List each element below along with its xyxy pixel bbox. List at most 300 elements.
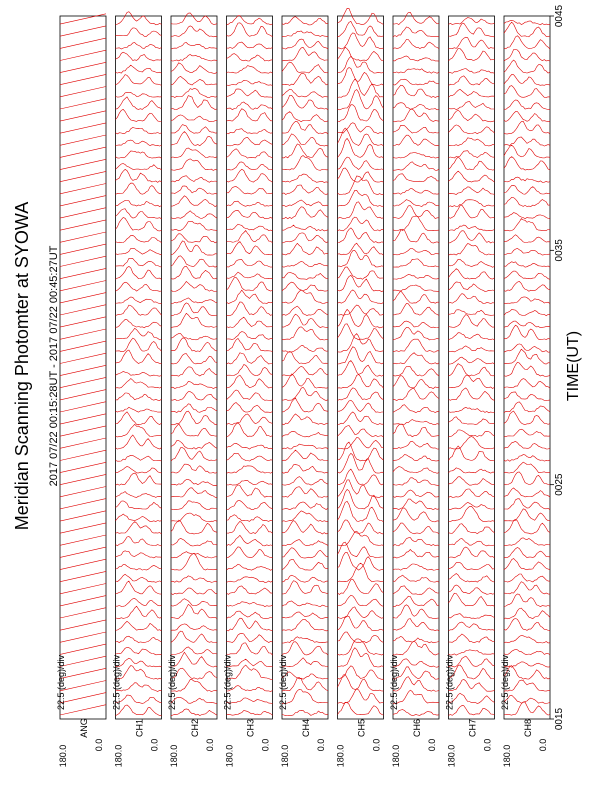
trace-line bbox=[393, 667, 439, 680]
panel-name-label: CH5 bbox=[356, 718, 367, 738]
trace-line bbox=[282, 450, 328, 461]
trace-line bbox=[338, 469, 384, 485]
trace-line bbox=[116, 259, 162, 268]
trace-line bbox=[227, 332, 273, 340]
trace-line bbox=[60, 426, 106, 436]
trace-line bbox=[116, 209, 162, 219]
panel-traces bbox=[171, 13, 217, 716]
trace-line bbox=[116, 151, 162, 158]
trace-line bbox=[227, 698, 273, 704]
trace-line bbox=[282, 521, 328, 535]
panel-ch5 bbox=[336, 8, 384, 767]
trace-line bbox=[393, 575, 439, 582]
trace-line bbox=[116, 621, 162, 631]
panel-max-label: 180.0 bbox=[58, 744, 68, 768]
trace-line bbox=[171, 256, 217, 267]
trace-line bbox=[282, 642, 328, 655]
time-tick-label: 0015 bbox=[554, 707, 565, 731]
trace-line bbox=[393, 376, 439, 389]
trace-line bbox=[227, 453, 273, 461]
trace-line bbox=[449, 656, 495, 667]
trace-line bbox=[282, 207, 328, 219]
trace-line bbox=[227, 109, 273, 121]
trace-line bbox=[504, 702, 550, 715]
trace-line bbox=[449, 437, 495, 450]
trace-line bbox=[171, 697, 217, 703]
trace-line bbox=[171, 221, 217, 231]
trace-line bbox=[227, 302, 273, 316]
trace-line bbox=[504, 548, 550, 558]
trace-line bbox=[393, 135, 439, 145]
time-range: 2017 07/22 00:15:28UT - 2017 07/22 00:45:27UT bbox=[48, 245, 60, 487]
trace-line bbox=[504, 344, 550, 352]
trace-line bbox=[116, 338, 162, 352]
panel-scale-label: 22.5 (deg)/div bbox=[444, 654, 455, 710]
trace-line bbox=[449, 388, 495, 400]
trace-line bbox=[60, 50, 106, 60]
trace-line bbox=[282, 31, 328, 37]
trace-line bbox=[338, 105, 384, 122]
trace-line bbox=[393, 39, 439, 48]
trace-line bbox=[449, 138, 495, 146]
trace-line bbox=[116, 424, 162, 437]
trace-line bbox=[227, 187, 273, 195]
panel-max-label: 180.0 bbox=[391, 744, 401, 768]
panel-min-label: 0.0 bbox=[538, 738, 548, 752]
trace-line bbox=[393, 523, 439, 534]
trace-line bbox=[60, 220, 106, 230]
trace-line bbox=[116, 140, 162, 146]
trace-line bbox=[504, 262, 550, 268]
trace-line bbox=[227, 515, 273, 522]
trace-line bbox=[504, 281, 550, 291]
trace-line bbox=[393, 389, 439, 401]
trace-line bbox=[171, 125, 217, 134]
trace-line bbox=[116, 235, 162, 242]
trace-line bbox=[504, 197, 550, 206]
panel-max-label: 180.0 bbox=[113, 744, 124, 768]
chart-title: Meridian Scanning Photomter at SYOWA bbox=[12, 201, 32, 531]
trace-line bbox=[449, 48, 495, 60]
trace-line bbox=[282, 658, 328, 667]
trace-line bbox=[171, 631, 217, 643]
trace-line bbox=[504, 145, 550, 158]
trace-line bbox=[60, 184, 106, 194]
trace-line bbox=[449, 333, 495, 340]
trace-line bbox=[393, 677, 439, 692]
trace-line bbox=[393, 467, 439, 474]
trace-line bbox=[338, 595, 384, 606]
trace-line bbox=[116, 305, 162, 315]
trace-line bbox=[116, 372, 162, 377]
panel-min-label: 0.0 bbox=[427, 738, 437, 752]
trace-line bbox=[504, 559, 550, 570]
trace-line bbox=[338, 501, 384, 522]
trace-line bbox=[116, 666, 162, 680]
trace-line bbox=[449, 157, 495, 170]
trace-line bbox=[504, 635, 550, 643]
trace-line bbox=[449, 489, 495, 498]
trace-line bbox=[282, 352, 328, 364]
panel-name-label: CH7 bbox=[467, 718, 478, 738]
trace-line bbox=[449, 68, 495, 73]
trace-line bbox=[338, 388, 384, 401]
trace-line bbox=[60, 329, 106, 339]
trace-line bbox=[171, 76, 217, 85]
trace-line bbox=[504, 582, 550, 595]
trace-line bbox=[338, 531, 384, 546]
trace-line bbox=[227, 149, 273, 158]
trace-line bbox=[338, 412, 384, 425]
trace-line bbox=[171, 588, 217, 595]
panel-ang bbox=[56, 14, 106, 767]
trace-line bbox=[171, 668, 217, 679]
trace-line bbox=[116, 266, 162, 279]
trace-line bbox=[393, 153, 439, 159]
trace-line bbox=[171, 604, 217, 618]
trace-line bbox=[338, 168, 384, 182]
trace-line bbox=[171, 241, 217, 255]
trace-line bbox=[116, 328, 162, 340]
trace-line bbox=[393, 478, 439, 486]
trace-line bbox=[60, 26, 106, 36]
trace-line bbox=[116, 75, 162, 86]
trace-line bbox=[449, 593, 495, 606]
trace-line bbox=[282, 112, 328, 122]
trace-line bbox=[227, 224, 273, 231]
trace-line bbox=[227, 137, 273, 146]
trace-line bbox=[338, 21, 384, 36]
panel-min-label: 0.0 bbox=[371, 738, 382, 752]
trace-line bbox=[338, 68, 384, 86]
trace-line bbox=[60, 208, 106, 218]
trace-line bbox=[116, 65, 162, 73]
trace-line bbox=[449, 315, 495, 328]
trace-line bbox=[338, 347, 384, 364]
panel-max-label: 180.0 bbox=[280, 744, 290, 768]
trace-line bbox=[282, 282, 328, 291]
trace-line bbox=[116, 169, 162, 182]
trace-line bbox=[227, 290, 273, 303]
trace-line bbox=[338, 375, 384, 389]
trace-line bbox=[282, 374, 328, 388]
trace-line bbox=[227, 162, 273, 170]
trace-line bbox=[282, 262, 328, 268]
trace-line bbox=[504, 472, 550, 485]
trace-line bbox=[504, 392, 550, 401]
trace-line bbox=[504, 594, 550, 607]
trace-line bbox=[116, 183, 162, 194]
trace-line bbox=[227, 710, 273, 715]
trace-line bbox=[116, 109, 162, 121]
trace-line bbox=[449, 650, 495, 655]
trace-line bbox=[60, 305, 106, 315]
trace-line bbox=[116, 551, 162, 558]
trace-line bbox=[504, 75, 550, 86]
trace-line bbox=[60, 74, 106, 84]
trace-line bbox=[449, 89, 495, 97]
panel-max-label: 180.0 bbox=[502, 744, 512, 768]
trace-line bbox=[282, 174, 328, 182]
trace-line bbox=[449, 524, 495, 534]
trace-line bbox=[449, 468, 495, 473]
trace-line bbox=[449, 679, 495, 691]
trace-line bbox=[338, 157, 384, 170]
trace-line bbox=[227, 611, 273, 618]
trace-line bbox=[393, 200, 439, 207]
trace-line bbox=[227, 242, 273, 255]
trace-line bbox=[171, 552, 217, 558]
trace-line bbox=[282, 243, 328, 255]
trace-line bbox=[171, 313, 217, 327]
trace-line bbox=[393, 641, 439, 655]
trace-line bbox=[116, 52, 162, 61]
trace-line bbox=[449, 506, 495, 521]
trace-line bbox=[227, 466, 273, 473]
trace-line bbox=[338, 489, 384, 509]
trace-line bbox=[504, 662, 550, 667]
panel-min-label: 0.0 bbox=[94, 738, 104, 752]
panel-scale-label: 22.5 (deg)/div bbox=[111, 654, 122, 710]
trace-line bbox=[227, 231, 273, 243]
panel-scale-label: 22.5 (deg)/div bbox=[222, 654, 233, 710]
panel-frame bbox=[282, 16, 328, 719]
trace-line bbox=[60, 547, 106, 557]
trace-line bbox=[60, 487, 106, 497]
trace-line bbox=[171, 282, 217, 292]
panel-min-label: 0.0 bbox=[482, 738, 493, 752]
trace-line bbox=[60, 353, 106, 363]
trace-line bbox=[116, 412, 162, 425]
trace-line bbox=[60, 632, 106, 642]
trace-line bbox=[60, 232, 106, 242]
trace-line bbox=[116, 297, 162, 304]
trace-line bbox=[504, 157, 550, 170]
trace-line bbox=[116, 43, 162, 49]
trace-line bbox=[171, 441, 217, 450]
trace-line bbox=[504, 22, 550, 37]
trace-line bbox=[171, 392, 217, 401]
trace-line bbox=[116, 435, 162, 449]
trace-line bbox=[60, 559, 106, 569]
trace-line bbox=[504, 219, 550, 231]
trace-line bbox=[449, 563, 495, 570]
trace-line bbox=[60, 462, 106, 472]
trace-line bbox=[171, 298, 217, 304]
trace-line bbox=[171, 354, 217, 364]
trace-line bbox=[504, 509, 550, 521]
trace-line bbox=[282, 689, 328, 703]
trace-line bbox=[60, 438, 106, 448]
trace-line bbox=[116, 97, 162, 110]
trace-line bbox=[393, 405, 439, 413]
trace-line bbox=[171, 63, 217, 74]
panel-ch4 bbox=[278, 16, 328, 767]
trace-line bbox=[393, 248, 439, 254]
trace-line bbox=[282, 619, 328, 631]
trace-line bbox=[338, 290, 384, 304]
trace-line bbox=[449, 407, 495, 413]
trace-line bbox=[171, 448, 217, 461]
trace-line bbox=[282, 581, 328, 594]
trace-line bbox=[116, 647, 162, 654]
trace-line bbox=[504, 235, 550, 243]
trace-line bbox=[60, 511, 106, 521]
trace-line bbox=[282, 387, 328, 400]
trace-line bbox=[393, 259, 439, 267]
trace-line bbox=[60, 341, 106, 351]
trace-line bbox=[60, 159, 106, 169]
trace-line bbox=[60, 705, 106, 715]
trace-line bbox=[504, 379, 550, 389]
panel-name-label: CH8 bbox=[523, 718, 533, 738]
trace-line bbox=[282, 144, 328, 158]
trace-line bbox=[282, 290, 328, 304]
trace-line bbox=[227, 42, 273, 49]
trace-line bbox=[282, 314, 328, 327]
trace-line bbox=[171, 43, 217, 50]
trace-line bbox=[171, 553, 217, 570]
panel-max-label: 180.0 bbox=[446, 744, 457, 768]
trace-line bbox=[338, 675, 384, 692]
trace-line bbox=[282, 62, 328, 73]
panel-ch7 bbox=[445, 16, 495, 767]
trace-line bbox=[171, 196, 217, 207]
trace-line bbox=[449, 706, 495, 716]
chart-labels bbox=[12, 202, 60, 530]
trace-line bbox=[449, 231, 495, 243]
trace-line bbox=[282, 346, 328, 353]
trace-line bbox=[282, 487, 328, 498]
trace-line bbox=[393, 605, 439, 619]
panel-traces bbox=[393, 12, 439, 715]
trace-line bbox=[171, 211, 217, 219]
trace-line bbox=[116, 467, 162, 473]
panel-name-label: CH3 bbox=[245, 718, 256, 738]
trace-line bbox=[338, 616, 384, 631]
trace-line bbox=[116, 683, 162, 692]
trace-line bbox=[504, 60, 550, 73]
panel-ch3 bbox=[223, 16, 273, 768]
trace-line bbox=[504, 519, 550, 534]
trace-line bbox=[116, 455, 162, 461]
trace-line bbox=[60, 596, 106, 606]
trace-line bbox=[171, 26, 217, 37]
trace-line bbox=[338, 217, 384, 231]
panel-traces bbox=[338, 8, 384, 715]
trace-line bbox=[338, 426, 384, 438]
trace-line bbox=[504, 271, 550, 279]
trace-line bbox=[449, 125, 495, 134]
trace-line bbox=[60, 317, 106, 327]
trace-line bbox=[60, 535, 106, 545]
trace-line bbox=[227, 643, 273, 655]
trace-line bbox=[393, 189, 439, 195]
trace-line bbox=[171, 115, 217, 122]
trace-line bbox=[227, 485, 273, 497]
trace-line bbox=[227, 633, 273, 642]
trace-line bbox=[116, 200, 162, 206]
trace-line bbox=[171, 464, 217, 473]
trace-line bbox=[282, 548, 328, 558]
trace-line bbox=[504, 441, 550, 449]
trace-line bbox=[60, 584, 106, 594]
trace-line bbox=[227, 564, 273, 570]
trace-line bbox=[449, 151, 495, 158]
trace-line bbox=[116, 695, 162, 703]
trace-line bbox=[282, 134, 328, 146]
panel-traces bbox=[282, 17, 328, 716]
trace-line bbox=[116, 320, 162, 328]
trace-line bbox=[393, 710, 439, 716]
trace-line bbox=[338, 361, 384, 377]
trace-line bbox=[393, 125, 439, 133]
trace-line bbox=[504, 36, 550, 49]
trace-line bbox=[282, 672, 328, 679]
trace-line bbox=[227, 535, 273, 546]
trace-line bbox=[449, 37, 495, 49]
trace-line bbox=[393, 619, 439, 631]
trace-line bbox=[504, 20, 550, 25]
panel-min-label: 0.0 bbox=[260, 738, 271, 752]
trace-line bbox=[116, 501, 162, 509]
trace-line bbox=[116, 92, 162, 97]
trace-line bbox=[449, 346, 495, 352]
trace-line bbox=[449, 76, 495, 86]
panel-scale-label: 22.5 (deg)/div bbox=[278, 654, 288, 710]
panel-traces bbox=[60, 14, 106, 715]
trace-line bbox=[171, 13, 217, 24]
trace-line bbox=[449, 310, 495, 316]
trace-line bbox=[282, 637, 328, 643]
trace-line bbox=[60, 62, 106, 72]
trace-line bbox=[449, 622, 495, 631]
trace-line bbox=[171, 538, 217, 546]
trace-line bbox=[171, 424, 217, 436]
trace-line bbox=[449, 244, 495, 256]
trace-line bbox=[338, 243, 384, 255]
trace-line bbox=[60, 474, 106, 484]
trace-line bbox=[171, 652, 217, 667]
trace-line bbox=[338, 666, 384, 680]
trace-line bbox=[60, 111, 106, 121]
trace-line bbox=[60, 196, 106, 206]
trace-line bbox=[393, 206, 439, 219]
trace-line bbox=[282, 272, 328, 279]
trace-line bbox=[227, 16, 273, 25]
trace-line bbox=[449, 225, 495, 231]
trace-line bbox=[60, 608, 106, 618]
panel-traces bbox=[116, 12, 162, 716]
trace-line bbox=[171, 501, 217, 510]
trace-line bbox=[227, 338, 273, 351]
trace-line bbox=[227, 390, 273, 401]
panel-max-label: 180.0 bbox=[335, 744, 346, 768]
trace-line bbox=[393, 596, 439, 607]
trace-line bbox=[449, 282, 495, 292]
panel-frame bbox=[227, 16, 273, 719]
trace-line bbox=[116, 473, 162, 485]
trace-line bbox=[338, 520, 384, 534]
trace-line bbox=[227, 665, 273, 679]
trace-line bbox=[504, 86, 550, 98]
trace-line bbox=[60, 668, 106, 678]
trace-line bbox=[282, 89, 328, 97]
trace-line bbox=[449, 614, 495, 619]
trace-line bbox=[449, 477, 495, 486]
trace-line bbox=[116, 218, 162, 231]
trace-line bbox=[393, 366, 439, 376]
